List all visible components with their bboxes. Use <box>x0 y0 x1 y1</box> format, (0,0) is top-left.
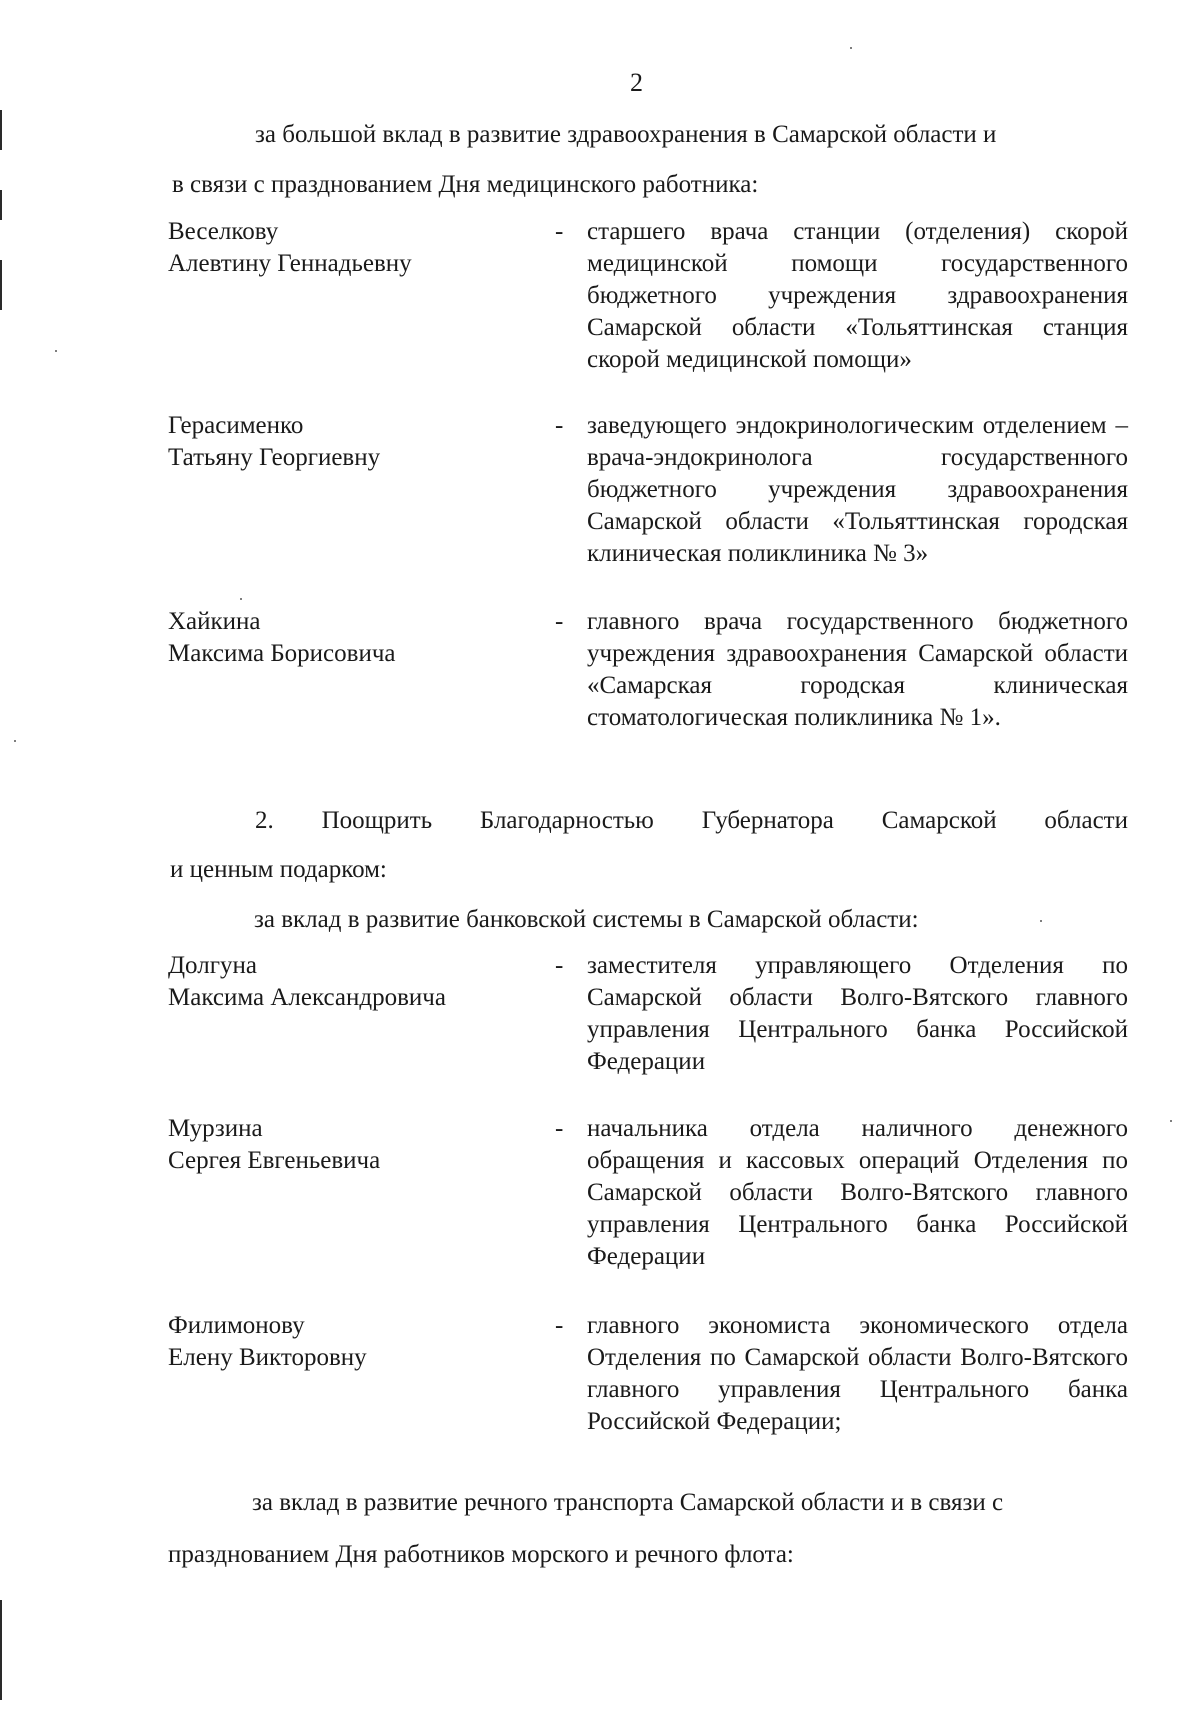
scan-edge-mark <box>0 260 2 310</box>
closing-line-1: за вклад в развитие речного транспорта Самарской области и в связи с <box>252 1489 1004 1516</box>
scan-edge-mark <box>0 190 2 220</box>
person-position: заместителя управляющего Отделения по Самарской области Волго-Вятского главного управления Центрального банка Российской Федерации <box>587 952 1128 1075</box>
scan-speck <box>55 350 57 352</box>
dash-separator: - <box>555 1312 564 1339</box>
dash-separator: - <box>555 1115 564 1142</box>
person-name <box>168 950 548 1014</box>
closing-line-2: празднованием Дня работников морского и речного флота: <box>168 1541 794 1568</box>
section-2-line-1: 2. Поощрить Благодарностью Губернатора Самарской области <box>255 807 1128 834</box>
person-position: начальника отдела наличного денежного обращения и кассовых операций Отделения по Самарской области Волго-Вятского главного управления Центрального банка Российской Федерации <box>587 1115 1128 1270</box>
person-surname: Филимонову <box>168 1312 305 1339</box>
scan-speck <box>1170 1120 1172 1122</box>
person-name <box>168 1310 548 1374</box>
dash-separator: - <box>555 218 564 245</box>
dash-separator: - <box>555 952 564 979</box>
person-given-name: Елену Викторовну <box>168 1344 367 1371</box>
dash-separator: - <box>555 608 564 635</box>
scan-edge-mark <box>0 1600 2 1700</box>
person-position: старшего врача станции (отделения) скорой медицинской помощи государственного бюджетного учреждения здравоохранения Самарской области «Тольяттинская станция скорой медицинской помощи» <box>587 218 1128 373</box>
person-given-name: Алевтину Геннадьевну <box>168 250 412 277</box>
section-2-line-2: и ценным подарком: <box>170 856 387 883</box>
scan-speck <box>850 47 852 49</box>
dash-separator: - <box>555 412 564 439</box>
intro-line-1: за большой вклад в развитие здравоохранения в Самарской области и <box>255 121 997 148</box>
scan-speck <box>240 598 242 600</box>
section-2-sub-intro: за вклад в развитие банковской системы в Самарской области: <box>254 906 919 933</box>
intro-line-2: в связи с празднованием Дня медицинского работника: <box>172 171 759 198</box>
person-position: заведующего эндокринологическим отделением – врача-эндокринолога государственного бюджетного учреждения здравоохранения Самарской области «Тольяттинская городская клиническая поликлиника № 3» <box>587 412 1128 567</box>
person-given-name: Максима Александровича <box>168 984 446 1011</box>
scan-speck <box>1040 920 1042 922</box>
person-name <box>168 606 548 670</box>
person-name <box>168 410 548 474</box>
person-name <box>168 216 548 280</box>
person-surname: Хайкина <box>168 608 261 635</box>
person-given-name: Максима Борисовича <box>168 640 396 667</box>
person-surname: Долгуна <box>168 952 257 979</box>
person-given-name: Татьяну Георгиевну <box>168 444 381 471</box>
person-position: главного врача государственного бюджетного учреждения здравоохранения Самарской области «Самарская городская клиническая стоматологическая поликлиника № 1». <box>587 608 1128 731</box>
person-name <box>168 1113 548 1177</box>
person-position: главного экономиста экономического отдела Отделения по Самарской области Волго-Вятского главного управления Центрального банка Российской Федерации; <box>587 1312 1128 1435</box>
scan-edge-mark <box>0 110 2 150</box>
scan-speck <box>14 740 16 742</box>
page-number: 2 <box>630 68 643 97</box>
person-given-name: Сергея Евгеньевича <box>168 1147 381 1174</box>
person-surname: Мурзина <box>168 1115 263 1142</box>
person-surname: Герасименко <box>168 412 304 439</box>
person-surname: Веселкову <box>168 218 279 245</box>
